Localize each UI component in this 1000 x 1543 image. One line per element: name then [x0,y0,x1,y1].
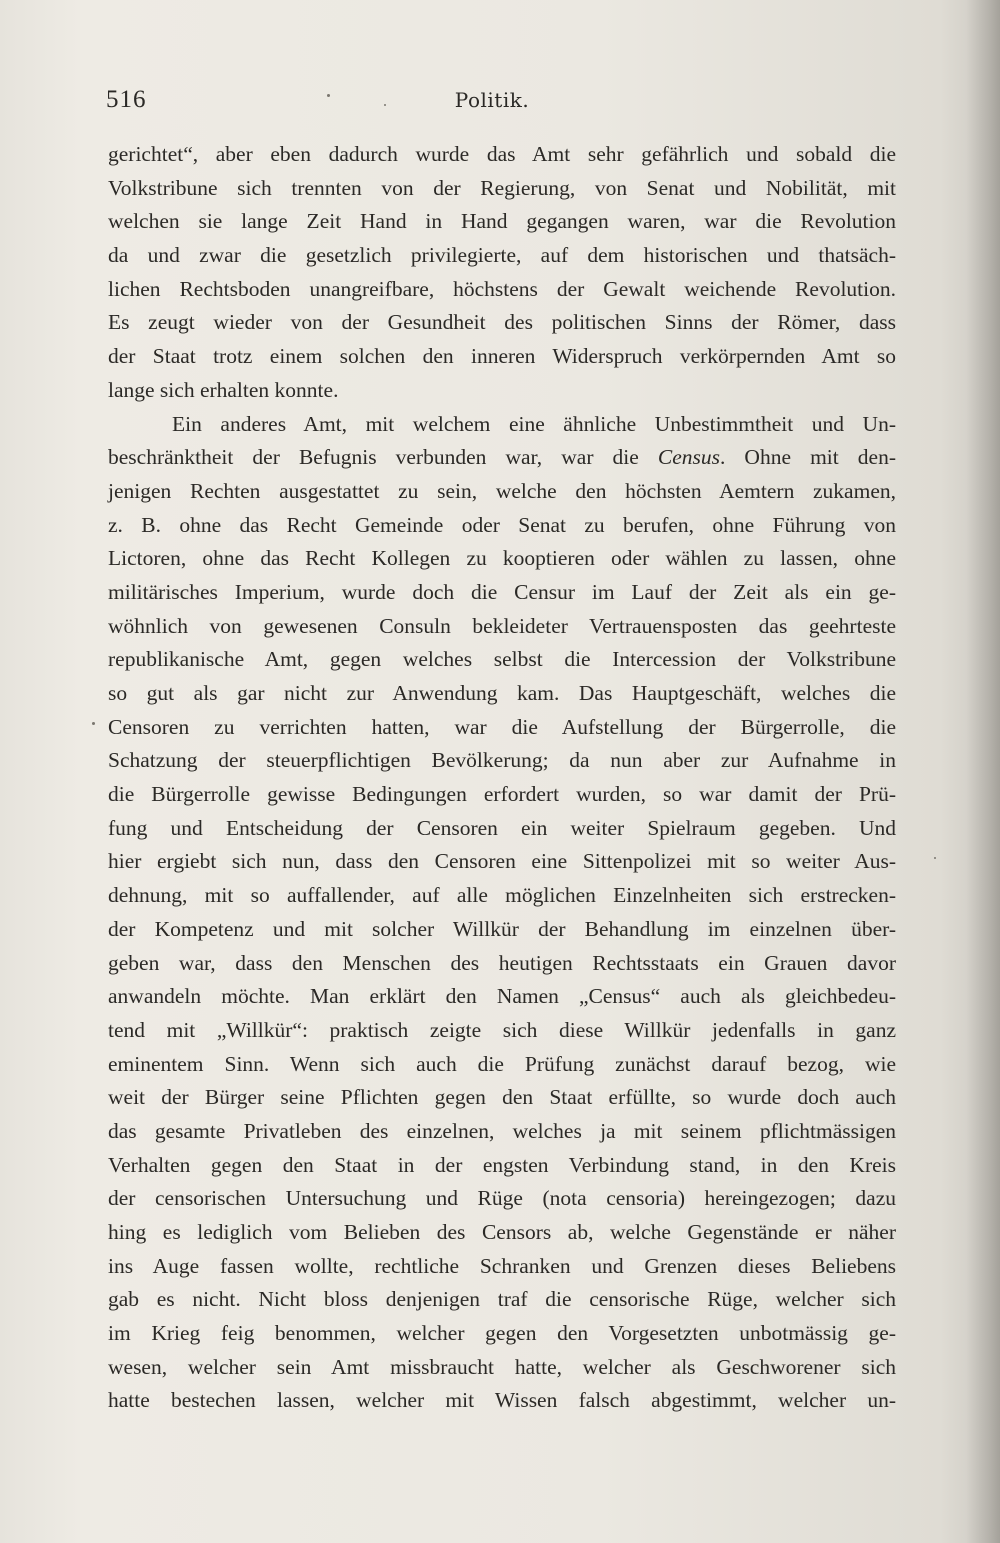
text-line: Schatzung der steuerpflichtigen Bevölkerung; da nun aber zur Aufnahme in [108,748,896,773]
text-line: ins Auge fassen wollte, rechtliche Schranken und Grenzen dieses Beliebens [108,1253,896,1278]
text-line: wesen, welcher sein Amt missbraucht hatte, welcher als Geschworener sich [108,1354,896,1379]
text-line: militärisches Imperium, wurde doch die Censur im Lauf der Zeit als ein ge- [108,579,896,604]
text-line: lichen Rechtsboden unangreifbare, höchstens der Gewalt weichende Revolution. [108,276,896,301]
running-title: Politik. [454,88,530,112]
text-line: Censoren zu verrichten hatten, war die Aufstellung der Bürgerrolle, die [108,714,896,739]
print-speck [384,104,386,106]
text-line: hatte bestechen lassen, welcher mit Wissen falsch abgestimmt, welcher un- [108,1388,896,1413]
text-fragment: . Ohne mit den- [720,445,896,470]
text-line: Verhalten gegen den Staat in der engsten Verbindung stand, in den Kreis [108,1152,896,1177]
page-number: 516 [106,86,147,113]
text-line: z. B. ohne das Recht Gemeinde oder Senat zu berufen, ohne Führung von [108,512,896,537]
body-text [108,138,896,1418]
text-line [108,441,896,475]
text-line: geben war, dass den Menschen des heutigen Rechtsstaats ein Grauen davor [108,950,896,975]
text-line: Es zeugt wieder von der Gesundheit des politischen Sinns der Römer, dass [108,310,896,335]
text-fragment: beschränktheit der Befugnis verbunden war, war die [108,445,658,470]
text-line: Lictoren, ohne das Recht Kollegen zu kooptieren oder wählen zu lassen, ohne [108,546,896,571]
text-line: hing es lediglich vom Belieben des Censors ab, welche Gegenstände er näher [108,1220,896,1244]
running-head [0,88,1000,112]
text-line: tend mit „Willkür“: praktisch zeigte sich diese Willkür jedenfalls in ganz [108,1017,896,1042]
text-line: eminentem Sinn. Wenn sich auch die Prüfung zunächst darauf bezog, wie [108,1051,896,1076]
text-line: anwandeln möchte. Man erklärt den Namen „Census“ auch als gleichbedeu- [108,984,896,1009]
text-line: der censorischen Untersuchung und Rüge (nota censoria) hereingezogen; dazu [108,1186,896,1211]
text-line: welchen sie lange Zeit Hand in Hand gegangen waren, war die Revolution [108,209,896,234]
text-line: da und zwar die gesetzlich privilegierte, auf dem historischen und thatsäch- [108,243,896,268]
text-line: im Krieg feig benommen, welcher gegen den Vorgesetzten unbotmässig ge- [108,1321,896,1346]
text-line: lange sich erhalten konnte. [108,377,339,402]
print-speck [934,857,936,859]
print-speck [327,94,330,97]
text-line: so gut als gar nicht zur Anwendung kam. Das Hauptgeschäft, welches die [108,681,896,705]
text-line: gerichtet“, aber eben dadurch wurde das Amt sehr gefährlich und sobald die [108,142,896,166]
print-speck [92,722,95,725]
text-line: dehnung, mit so auffallender, auf alle möglichen Einzelnheiten sich erstrecken- [108,883,896,908]
text-line: weit der Bürger seine Pflichten gegen den Staat erfüllte, so wurde doch auch [108,1085,896,1110]
text-line: das gesamte Privatleben des einzelnen, welches ja mit seinem pflichtmässigen [108,1118,896,1143]
italic-term: Census [657,445,720,470]
text-line: jenigen Rechten ausgestattet zu sein, welche den höchsten Aemtern zukamen, [108,478,896,503]
text-line: der Staat trotz einem solchen den inneren Widerspruch verkörpernden Amt so [108,344,896,369]
text-line: fung und Entscheidung der Censoren ein weiter Spielraum gegeben. Und [108,815,896,840]
text-line: die Bürgerrolle gewisse Bedingungen erfordert wurden, so war damit der Prü- [108,782,896,807]
text-line: republikanische Amt, gegen welches selbst die Intercession der Volkstribune [108,647,896,672]
text-line: wöhnlich von gewesenen Consuln bekleideter Vertrauensposten das geehrteste [108,613,896,638]
text-line: Volkstribune sich trennten von der Regierung, von Senat und Nobilität, mit [108,175,896,200]
paragraph-first-line: Ein anderes Amt, mit welchem eine ähnliche Unbestimmtheit und Un- [172,411,896,436]
text-line: der Kompetenz und mit solcher Willkür der Behandlung im einzelnen über- [108,916,896,941]
text-line: gab es nicht. Nicht bloss denjenigen traf die censorische Rüge, welcher sich [108,1287,896,1312]
text-line: hier ergiebt sich nun, dass den Censoren eine Sittenpolizei mit so weiter Aus- [108,849,896,874]
page-gutter-shadow [966,0,1000,1543]
